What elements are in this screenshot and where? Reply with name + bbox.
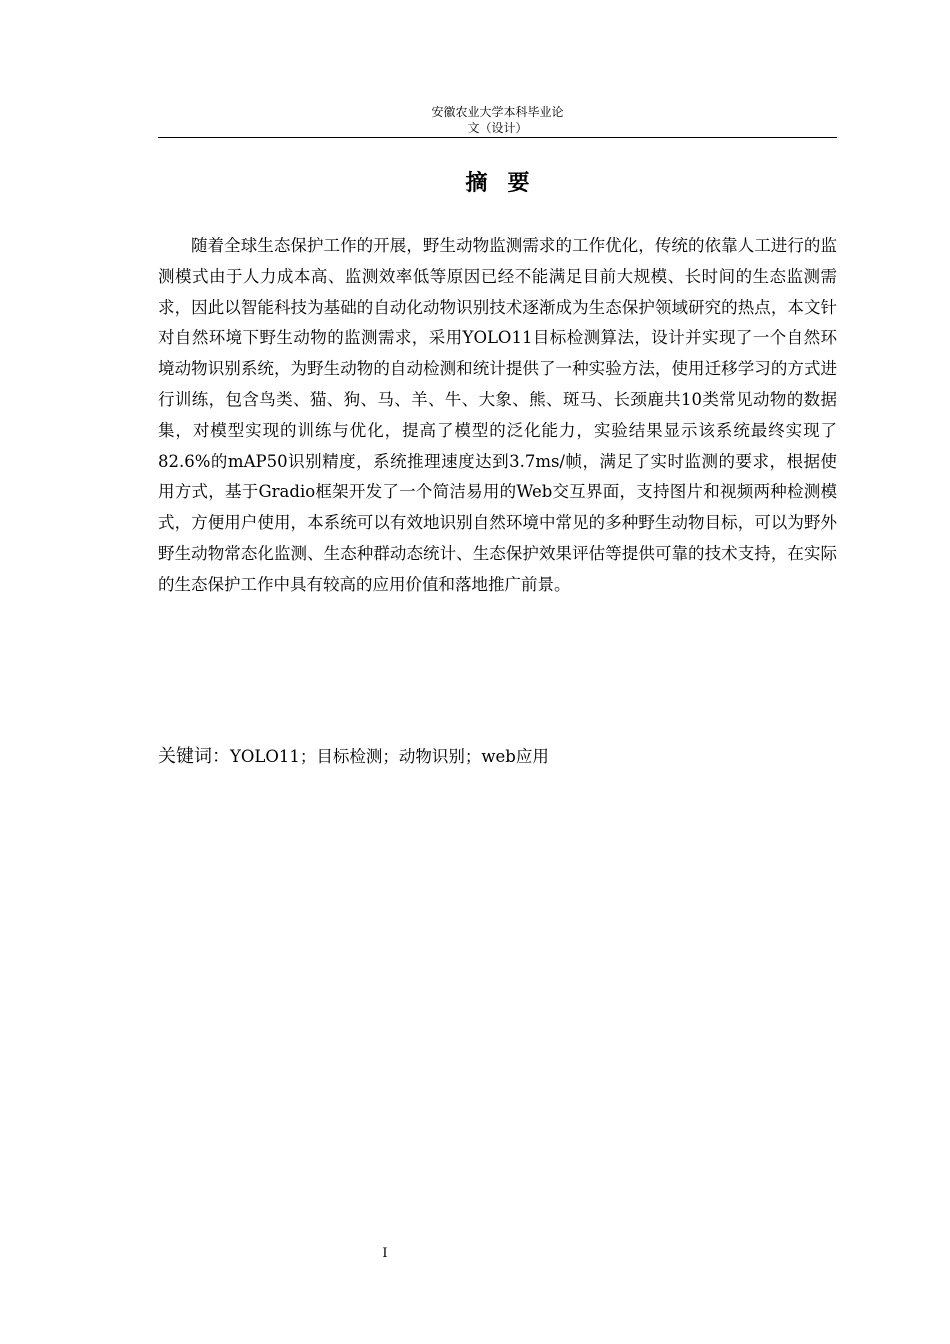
page-number: I xyxy=(382,1246,388,1261)
header-line-2: 文（设计） xyxy=(467,121,528,135)
abstract-body: 随着全球生态保护工作的开展，野生动物监测需求的工作优化，传统的依靠人工进行的监测模式由于人力成本高、监测效率低等原因已经不能满足目前大规模、长时间的生态监测需求，因此以智能科技为基础的自动化动物识别技术逐渐成为生态保护领域研究的热点，本文针对自然环境下野生动物的监测需求，采用YOLO11目标检测算法，设计并实现了一个自然环境动物识别系统，为野生动物的自动检测和统计提供了一种实验方法，使用迁移学习的方式进行训练，包含鸟类、猫、狗、马、羊、牛、大象、熊、斑马、长颈鹿共10类常见动物的数据集，对模型实现的训练与优化，提高了模型的泛化能力，实验结果显示该系统最终实现了82.6%的mAP50识别精度，系统推理速度达到3.7ms/帧，满足了实时监测的要求，根据使用方式，基于Gradio框架开发了一个简洁易用的Web交互界面，支持图片和视频两种检测模式，方便用户使用，本系统可以有效地识别自然环境中常见的多种野生动物目标，可以为野外野生动物常态化监测、生态种群动态统计、生态保护效果评估等提供可靠的技术支持，在实际的生态保护工作中具有较高的应用价值和落地推广前景。 xyxy=(158,236,837,594)
abstract-title: 摘要 xyxy=(465,171,550,196)
header-rule xyxy=(158,137,837,138)
keywords-text: YOLO11；目标检测；动物识别；web应用 xyxy=(230,747,549,766)
keywords-label: 关键词： xyxy=(158,746,230,767)
header-line-1: 安徽农业大学本科毕业论 xyxy=(431,105,564,119)
keywords-line xyxy=(158,742,837,772)
running-header xyxy=(158,104,837,136)
